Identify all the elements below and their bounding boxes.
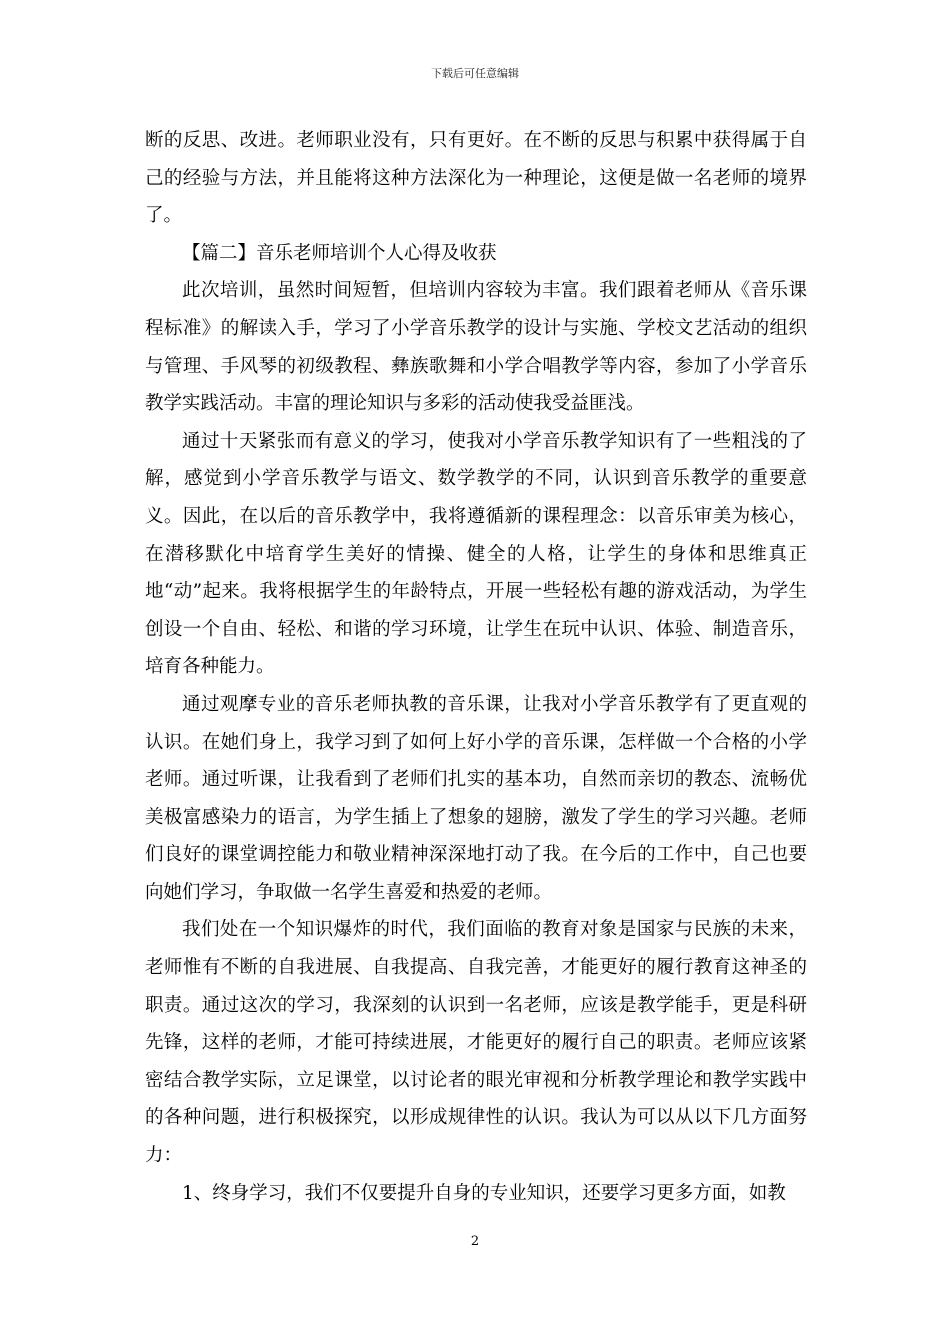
section-heading: 【篇二】音乐老师培训个人心得及收获 [182, 242, 497, 264]
paragraph: 通过观摩专业的音乐老师执教的音乐课，让我对小学音乐教学有了更直观的认识。在她们身上，我学习到了如何上好小学的音乐课，怎样做一个合格的小学老师。通过听课，让我看到了老师们扎实的基本功，自然而亲切的教态、流畅优美极富感染力的语言，为学生插上了想象的翅膀，激发了学生的学习兴趣。老师们良好的课堂调控能力和敬业精神深深地打动了我。在今后的工作中，自己也要向她们学习，争取做一名学生喜爱和热爱的老师。 [145, 693, 807, 903]
paragraph: 通过十天紧张而有意义的学习，使我对小学音乐教学知识有了一些粗浅的了解，感觉到小学音乐教学与语文、数学教学的不同，认识到音乐教学的重要意义。因此，在以后的音乐教学中，我将遵循新的课程理念：以音乐审美为核心，在潜移默化中培育学生美好的情操、健全的人格，让学生的身体和思维真正地“动”起来。我将根据学生的年龄特点，开展一些轻松有趣的游戏活动，为学生创设一个自由、轻松、和谐的学习环境，让学生在玩中认识、体验、制造音乐，培育各种能力。 [145, 430, 807, 678]
paragraph: 此次培训，虽然时间短暂，但培训内容较为丰富。我们跟着老师从《音乐课程标准》的解读入手，学习了小学音乐教学的设计与实施、学校文艺活动的组织与管理、手风琴的初级教程、彝族歌舞和小学合唱教学等内容，参加了小学音乐教学实践活动。丰富的理论知识与多彩的活动使我受益匪浅。 [145, 280, 807, 415]
paragraph-continuation: 断的反思、改进。老师职业没有，只有更好。在不断的反思与积累中获得属于自己的经验与方法，并且能将这种方法深化为一种理论，这便是做一名老师的境界了。 [145, 130, 807, 227]
paragraph-list-item: 1、终身学习，我们不仅要提升自身的专业知识，还要学习更多方面，如教 [182, 1182, 786, 1204]
document-body [145, 122, 807, 1212]
paragraph: 我们处在一个知识爆炸的时代，我们面临的教育对象是国家与民族的未来，老师惟有不断的自我进展、自我提高、自我完善，才能更好的履行教育这神圣的职责。通过这次的学习，我深刻的认识到一名老师，应该是教学能手，更是科研先锋，这样的老师，才能可持续进展，才能更好的履行自己的职责。老师应该紧密结合教学实际，立足课堂，以讨论者的眼光审视和分析教学理论和教学实践中的各种问题，进行积极探究，以形成规律性的认识。我认为可以从以下几方面努力： [145, 919, 807, 1167]
page-number: 2 [470, 1234, 480, 1249]
page-header: 下载后可任意编辑 [431, 67, 519, 80]
